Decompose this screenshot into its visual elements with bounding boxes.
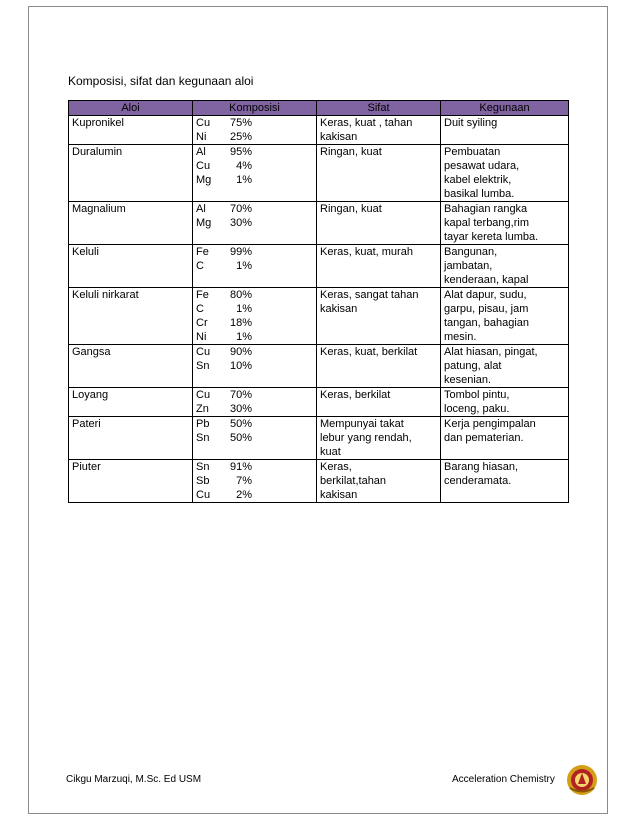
composition-line: [196, 359, 313, 373]
element-percent: 70%: [229, 389, 252, 401]
cell-komposisi: [193, 116, 317, 145]
cell-kegunaan: [441, 245, 569, 288]
sifat-line: Keras, sangat tahan: [320, 289, 419, 301]
composition-line: [196, 402, 313, 416]
composition-line: [196, 460, 313, 474]
kegunaan-line: kabel elektrik,: [444, 174, 512, 186]
element-symbol: Cu: [196, 117, 211, 129]
table-row: [69, 145, 569, 202]
cell-sifat: [317, 288, 441, 345]
element-percent: 18%: [229, 317, 252, 329]
cell-kegunaan: [441, 345, 569, 388]
cell-kegunaan: [441, 388, 569, 417]
element-percent: 1%: [236, 303, 252, 315]
cell-sifat: [317, 417, 441, 460]
element-percent: 4%: [236, 160, 252, 172]
composition-line: [196, 302, 313, 316]
footer-author: Cikgu Marzuqi, M.Sc. Ed USM: [66, 774, 202, 785]
cell-aloi: Loyang: [69, 388, 193, 417]
kegunaan-line: cenderamata.: [444, 475, 512, 487]
table-row: [69, 460, 569, 503]
cell-sifat: [317, 202, 441, 245]
cell-sifat: [317, 245, 441, 288]
kegunaan-line: Pembuatan: [444, 146, 501, 158]
cell-komposisi: [193, 460, 317, 503]
element-percent: 2%: [236, 489, 252, 501]
sifat-line: kakisan: [320, 303, 358, 315]
table-row: [69, 116, 569, 145]
element-symbol: Zn: [196, 403, 209, 415]
cell-sifat: [317, 345, 441, 388]
kegunaan-line: Alat hiasan, pingat,: [444, 346, 538, 358]
composition-line: [196, 417, 313, 431]
sifat-line: Keras, kuat, murah: [320, 246, 413, 258]
element-symbol: Cu: [196, 160, 211, 172]
kegunaan-line: kenderaan, kapal: [444, 274, 529, 286]
table-header-row: [69, 101, 569, 116]
element-percent: 95%: [229, 146, 252, 158]
element-percent: 50%: [229, 418, 252, 430]
kegunaan-line: Bangunan,: [444, 246, 498, 258]
cell-komposisi: [193, 245, 317, 288]
kegunaan-line: pesawat udara,: [444, 160, 520, 172]
cell-kegunaan: [441, 460, 569, 503]
sifat-line: lebur yang rendah,: [320, 432, 412, 444]
kegunaan-line: Tombol pintu,: [444, 389, 510, 401]
kegunaan-line: tangan, bahagian: [444, 317, 530, 329]
kegunaan-line: patung, alat: [444, 360, 502, 372]
kegunaan-line: kesenian.: [444, 374, 492, 386]
composition-line: [196, 431, 313, 445]
composition-line: [196, 474, 313, 488]
kegunaan-line: tayar kereta lumba.: [444, 231, 539, 243]
element-symbol: Cr: [196, 317, 208, 329]
sifat-line: Keras,: [320, 461, 352, 473]
element-symbol: Al: [196, 203, 206, 215]
sifat-line: kuat: [320, 446, 341, 458]
cell-sifat: [317, 460, 441, 503]
cell-aloi: Magnalium: [69, 202, 193, 245]
cell-komposisi: [193, 388, 317, 417]
sifat-line: Ringan, kuat: [320, 203, 382, 215]
cell-komposisi: [193, 345, 317, 388]
cell-aloi: Piuter: [69, 460, 193, 503]
element-symbol: Cu: [196, 489, 211, 501]
kegunaan-line: garpu, pisau, jam: [444, 303, 529, 315]
element-percent: 91%: [229, 461, 252, 473]
element-symbol: Sn: [196, 461, 210, 473]
kegunaan-line: Barang hiasan,: [444, 461, 518, 473]
element-symbol: Cu: [196, 346, 211, 358]
composition-line: [196, 173, 313, 187]
cell-kegunaan: [441, 116, 569, 145]
element-symbol: Pb: [196, 418, 210, 430]
element-percent: 25%: [229, 131, 252, 143]
table-row: [69, 245, 569, 288]
kegunaan-line: basikal lumba.: [444, 188, 515, 200]
table-row: [69, 388, 569, 417]
element-symbol: Fe: [196, 289, 209, 301]
composition-line: [196, 216, 313, 230]
composition-line: [196, 159, 313, 173]
kegunaan-line: loceng, paku.: [444, 403, 510, 415]
element-percent: 1%: [236, 260, 252, 272]
sifat-line: Keras, berkilat: [320, 389, 391, 401]
element-symbol: C: [196, 260, 204, 272]
element-percent: 1%: [236, 331, 252, 343]
cell-komposisi: [193, 417, 317, 460]
element-percent: 75%: [229, 117, 252, 129]
cell-kegunaan: [441, 288, 569, 345]
composition-line: [196, 388, 313, 402]
element-percent: 99%: [229, 246, 252, 258]
element-percent: 50%: [229, 432, 252, 444]
cell-aloi: Gangsa: [69, 345, 193, 388]
composition-line: [196, 259, 313, 273]
cell-komposisi: [193, 145, 317, 202]
element-percent: 90%: [229, 346, 252, 358]
kegunaan-line: dan pematerian.: [444, 432, 524, 444]
kegunaan-line: Alat dapur, sudu,: [444, 289, 527, 301]
cell-kegunaan: [441, 145, 569, 202]
composition-line: [196, 288, 313, 302]
cell-komposisi: [193, 288, 317, 345]
composition-line: [196, 316, 313, 330]
sifat-line: Ringan, kuat: [320, 146, 382, 158]
cell-sifat: [317, 116, 441, 145]
sifat-line: kakisan: [320, 131, 358, 143]
element-symbol: Mg: [196, 174, 212, 186]
element-percent: 30%: [229, 403, 252, 415]
cell-sifat: [317, 388, 441, 417]
element-percent: 10%: [229, 360, 252, 372]
school-crest-icon: [566, 764, 598, 796]
sifat-line: kakisan: [320, 489, 358, 501]
sifat-line: Mempunyai takat: [320, 418, 404, 430]
cell-sifat: [317, 145, 441, 202]
element-symbol: Al: [196, 146, 206, 158]
element-symbol: Cu: [196, 389, 211, 401]
cell-aloi: Kupronikel: [69, 116, 193, 145]
table-row: [69, 345, 569, 388]
kegunaan-line: kapal terbang,rim: [444, 217, 529, 229]
header-sifat: Sifat: [317, 101, 441, 116]
kegunaan-line: jambatan,: [444, 260, 493, 272]
composition-line: [196, 116, 313, 130]
sifat-line: Keras, kuat , tahan: [320, 117, 413, 129]
element-symbol: Sn: [196, 432, 210, 444]
sifat-line: Keras, kuat, berkilat: [320, 346, 418, 358]
element-percent: 70%: [229, 203, 252, 215]
header-komposisi: Komposisi: [193, 101, 317, 116]
table-row: [69, 202, 569, 245]
element-symbol: C: [196, 303, 204, 315]
cell-aloi: Duralumin: [69, 145, 193, 202]
element-symbol: Ni: [196, 131, 207, 143]
composition-line: [196, 245, 313, 259]
cell-aloi: Pateri: [69, 417, 193, 460]
header-kegunaan: Kegunaan: [441, 101, 569, 116]
element-symbol: Ni: [196, 331, 207, 343]
footer-course: Acceleration Chemistry: [452, 774, 555, 785]
element-percent: 30%: [229, 217, 252, 229]
sifat-line: berkilat,tahan: [320, 475, 387, 487]
cell-kegunaan: [441, 417, 569, 460]
alloy-table: [68, 100, 569, 503]
table-row: [69, 288, 569, 345]
element-percent: 1%: [236, 174, 252, 186]
kegunaan-line: mesin.: [444, 331, 477, 343]
composition-line: [196, 202, 313, 216]
document-title: Komposisi, sifat dan kegunaan aloi: [68, 74, 254, 88]
composition-line: [196, 130, 313, 144]
header-aloi: Aloi: [69, 101, 193, 116]
cell-aloi: Keluli: [69, 245, 193, 288]
composition-line: [196, 345, 313, 359]
element-percent: 80%: [229, 289, 252, 301]
composition-line: [196, 330, 313, 344]
element-symbol: Sb: [196, 475, 210, 487]
element-symbol: Mg: [196, 217, 212, 229]
cell-aloi: Keluli nirkarat: [69, 288, 193, 345]
kegunaan-line: Kerja pengimpalan: [444, 418, 536, 430]
cell-komposisi: [193, 202, 317, 245]
element-symbol: Fe: [196, 246, 209, 258]
composition-line: [196, 488, 313, 502]
table-row: [69, 417, 569, 460]
element-percent: 7%: [236, 475, 252, 487]
kegunaan-line: Bahagian rangka: [444, 203, 528, 215]
kegunaan-line: Duit syiling: [444, 117, 498, 129]
composition-line: [196, 145, 313, 159]
cell-kegunaan: [441, 202, 569, 245]
element-symbol: Sn: [196, 360, 210, 372]
